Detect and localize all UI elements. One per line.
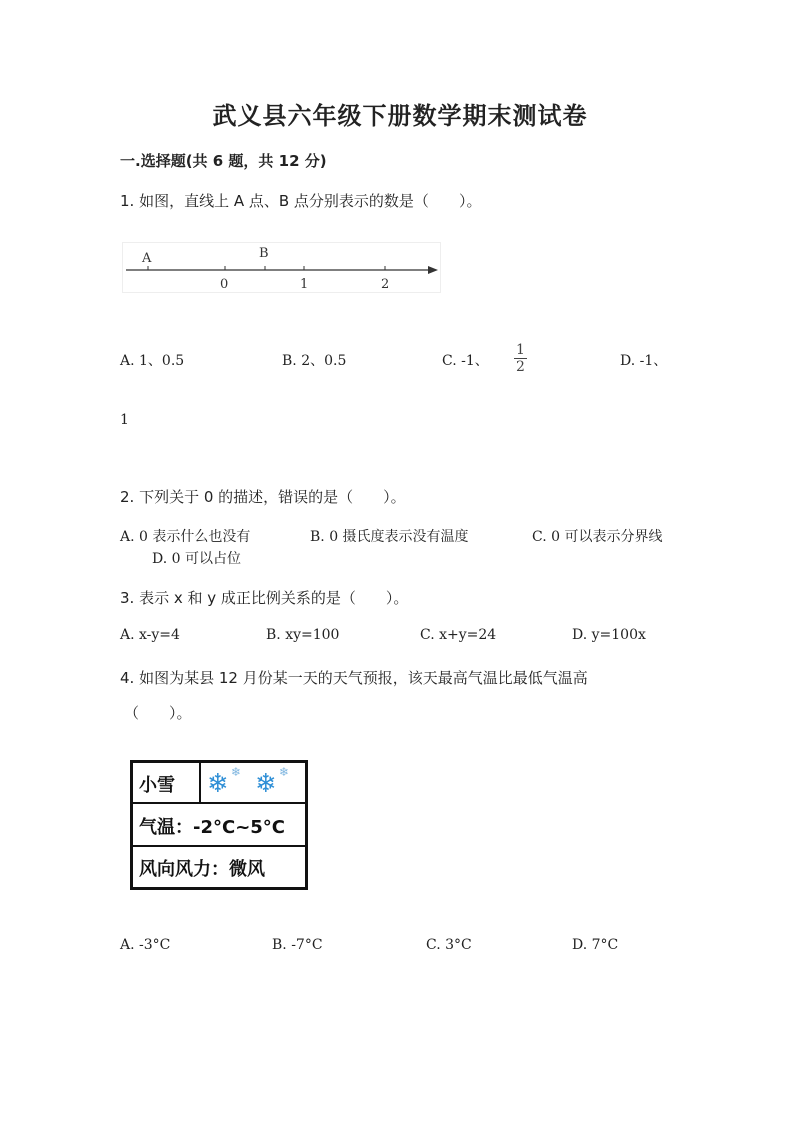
tick-label-1: 1: [300, 277, 309, 292]
weather-temperature: 气温：-2°C~5°C: [139, 817, 286, 838]
weather-divider: [199, 763, 201, 802]
tick-label-2: 2: [381, 277, 390, 292]
number-line-figure: [122, 242, 442, 294]
q3-option-b[interactable]: B. xy=100: [266, 627, 340, 643]
weather-forecast-card: [130, 760, 308, 890]
weather-wind: 风向风力：微风: [139, 859, 265, 880]
q2-option-d[interactable]: D. 0 可以占位: [152, 551, 241, 567]
snowflake-icon: ❄: [279, 765, 290, 779]
weather-row-wind: [133, 847, 305, 887]
snowflake-icon: ❄: [231, 765, 242, 779]
q3-option-c[interactable]: C. x+y=24: [420, 627, 497, 643]
point-b-label: B: [259, 246, 269, 261]
q1-option-a[interactable]: A. 1、0.5: [120, 353, 185, 369]
question-4-text-continued: （ ）。: [124, 704, 192, 722]
question-3-text: 3. 表示 x 和 y 成正比例关系的是（ ）。: [120, 589, 409, 607]
q2-option-c[interactable]: C. 0 可以表示分界线: [532, 529, 663, 545]
fraction-denominator: 2: [516, 359, 525, 375]
question-2-text: 2. 下列关于 0 的描述，错误的是（ ）。: [120, 488, 406, 506]
q1-option-c-label: C. -1、: [442, 353, 489, 369]
q4-option-a[interactable]: A. -3°C: [120, 937, 171, 953]
fraction-numerator: 1: [516, 342, 525, 358]
q1-option-c[interactable]: [442, 342, 525, 375]
q1-option-b[interactable]: B. 2、0.5: [282, 353, 347, 369]
snowflake-icon: ❄: [255, 769, 277, 799]
arrow-right-icon: [428, 266, 438, 274]
q3-option-d[interactable]: D. y=100x: [572, 627, 646, 643]
q4-option-d[interactable]: D. 7°C: [572, 937, 619, 953]
q2-option-b[interactable]: B. 0 摄氏度表示没有温度: [310, 529, 469, 545]
q1-option-d-continued: 1: [120, 412, 129, 428]
tick-label-0: 0: [220, 277, 229, 292]
weather-condition: 小雪: [139, 775, 175, 796]
weather-row-condition: [133, 763, 305, 804]
section-heading: 一.选择题(共 6 题，共 12 分): [120, 152, 327, 170]
q4-option-b[interactable]: B. -7°C: [272, 937, 323, 953]
q2-option-a[interactable]: A. 0 表示什么也没有: [120, 529, 251, 545]
snowflake-icon: ❄: [207, 769, 229, 799]
q3-option-a[interactable]: A. x-y=4: [120, 627, 180, 643]
q1-option-d[interactable]: D. -1、: [620, 353, 668, 369]
point-a-label: A: [142, 251, 152, 266]
fraction-one-half: [514, 342, 527, 375]
page-title: 武义县六年级下册数学期末测试卷: [212, 101, 588, 130]
weather-row-temperature: [133, 804, 305, 847]
question-1-text: 1. 如图，直线上 A 点、B 点分别表示的数是（ ）。: [120, 192, 482, 210]
q4-option-c[interactable]: C. 3°C: [426, 937, 472, 953]
question-4-text: 4. 如图为某县 12 月份某一天的天气预报，该天最高气温比最低气温高: [120, 669, 588, 687]
